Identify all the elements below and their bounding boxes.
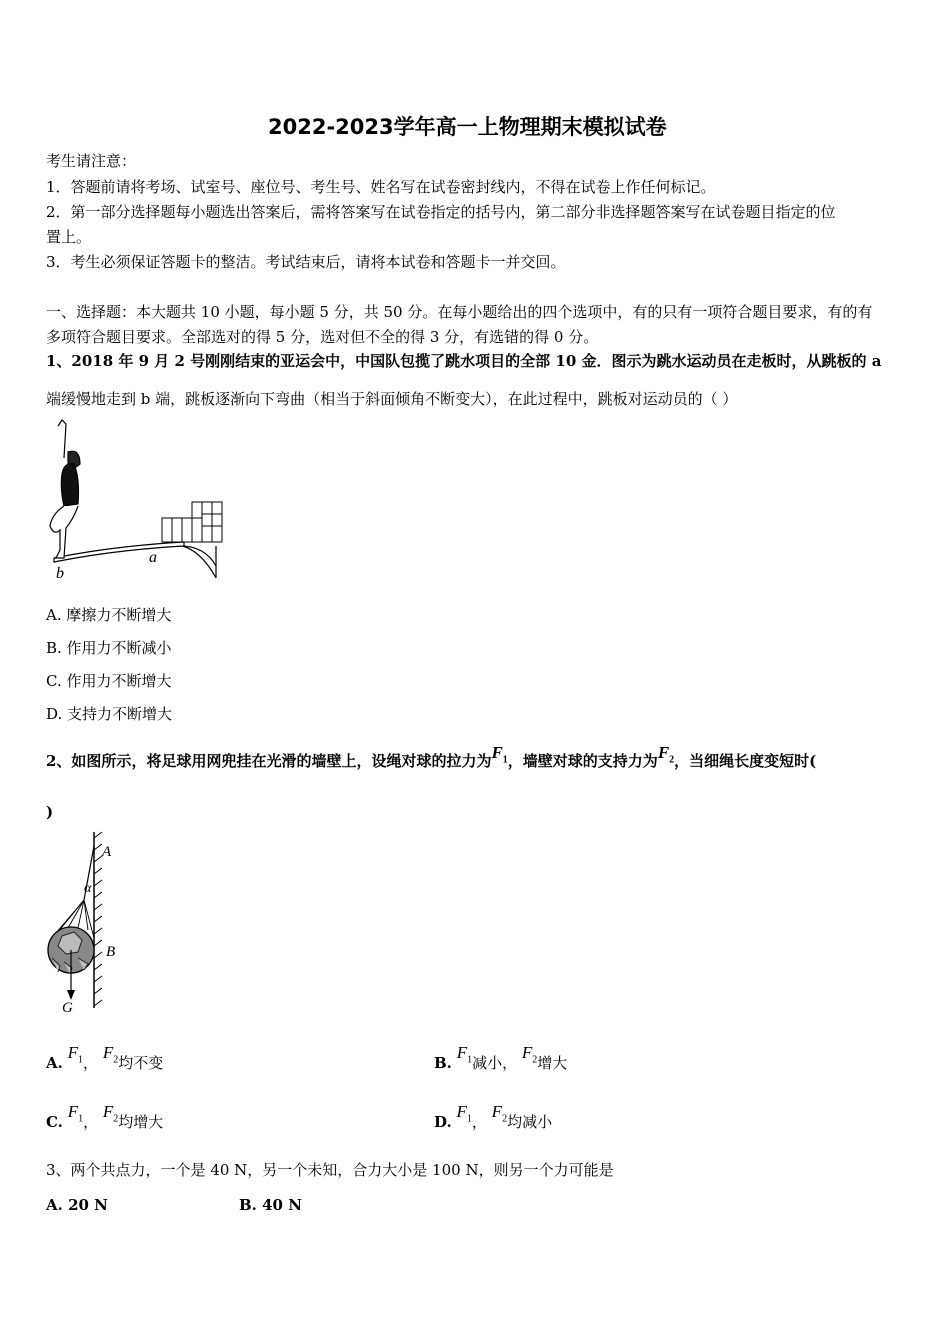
f2-symbol: $F_2$ <box>102 1102 119 1125</box>
q2-stem-line-2: ) <box>46 803 54 821</box>
notice-line-1: 1．答题前请将考场、试室号、座位号、考生号、姓名写在试卷密封线内，不得在试卷上作任何标记。 <box>46 178 716 196</box>
q1-option-a[interactable]: A. 摩擦力不断增大 <box>46 606 172 624</box>
point-a-label: A <box>102 844 112 860</box>
section-instructions-1: 一、选择题：本大题共 10 小题，每小题 5 分，共 50 分。在每小题给出的四个选项中，有的只有一项符合题目要求，有的有 <box>46 303 873 321</box>
q1-option-c[interactable]: C. 作用力不断增大 <box>46 672 172 690</box>
notice-line-3: 置上。 <box>46 228 92 246</box>
board-end-a-label: a <box>149 549 157 566</box>
angle-alpha-label: α <box>84 881 92 896</box>
q1-stem-line-1: 1、2018 年 9 月 2 号刚刚结束的亚运会中，中国队包揽了跳水项目的全部 10 金．图示为跳水运动员在走板时，从跳板的 a <box>46 352 882 370</box>
notice-line-2: 2．第一部分选择题每小题选出答案后，需将答案写在试卷指定的括号内，第二部分非选择题答案写在试卷题目指定的位 <box>46 203 836 221</box>
f1-symbol: $F_1$ <box>456 1043 473 1066</box>
f2-symbol: $F_2$ <box>521 1043 538 1066</box>
board-end-b-label: b <box>56 565 64 582</box>
f1-symbol: $F_1$ <box>491 743 508 766</box>
f2-symbol: $F_2$ <box>102 1043 119 1066</box>
q2-option-d[interactable]: D. $F_1$， $F_2$均减小 <box>434 1102 553 1131</box>
f1-symbol: $F_1$ <box>67 1102 84 1125</box>
f2-symbol: $F_2$ <box>657 743 675 766</box>
gravity-g-label: G <box>62 1000 73 1016</box>
section-instructions-2: 多项符合题目要求。全部选对的得 5 分，选对但不全的得 3 分，有选错的得 0 分。 <box>46 328 599 346</box>
notice-line-4: 3．考生必须保证答题卡的整洁。考试结束后，请将本试卷和答题卡一并交回。 <box>46 253 566 271</box>
q1-stem-line-2: 端缓慢地走到 b 端，跳板逐渐向下弯曲（相当于斜面倾角不断变大），在此过程中，跳板对运动员的（ ） <box>46 390 738 408</box>
f1-symbol: $F_1$ <box>67 1043 84 1066</box>
q2-stem-part-2: ，墙壁对球的支持力为 <box>507 752 658 770</box>
q2-option-a[interactable]: A. $F_1$， $F_2$均不变 <box>46 1043 164 1072</box>
springboard-diver-figure <box>44 418 226 584</box>
q1-option-d[interactable]: D. 支持力不断增大 <box>46 705 173 723</box>
q1-option-b[interactable]: B. 作用力不断减小 <box>46 639 172 657</box>
q3-stem: 3、两个共点力，一个是 40 N，另一个未知，合力大小是 100 N，则另一个力可能是 <box>46 1161 614 1179</box>
point-b-label: B <box>106 944 116 960</box>
q2-stem-part-3: ，当细绳长度变短时( <box>674 752 817 770</box>
q2-option-b[interactable]: B. $F_1$减小， $F_2$增大 <box>434 1043 568 1072</box>
q3-option-b[interactable]: B. 40 N <box>239 1196 302 1214</box>
football-wall-figure <box>44 828 134 1018</box>
q2-stem-part-1: 2、如图所示，将足球用网兜挂在光滑的墙壁上，设绳对球的拉力为 <box>46 752 492 770</box>
notice-heading: 考生请注意： <box>46 152 137 170</box>
q2-option-c[interactable]: C. $F_1$， $F_2$均增大 <box>46 1102 164 1131</box>
f2-symbol: $F_2$ <box>491 1102 508 1125</box>
q2-stem-line-1 <box>46 743 817 778</box>
f1-symbol: $F_1$ <box>456 1102 472 1125</box>
page-title: 2022-2023学年高一上物理期末模拟试卷 <box>268 115 667 139</box>
q3-option-a[interactable]: A. 20 N <box>46 1196 108 1214</box>
